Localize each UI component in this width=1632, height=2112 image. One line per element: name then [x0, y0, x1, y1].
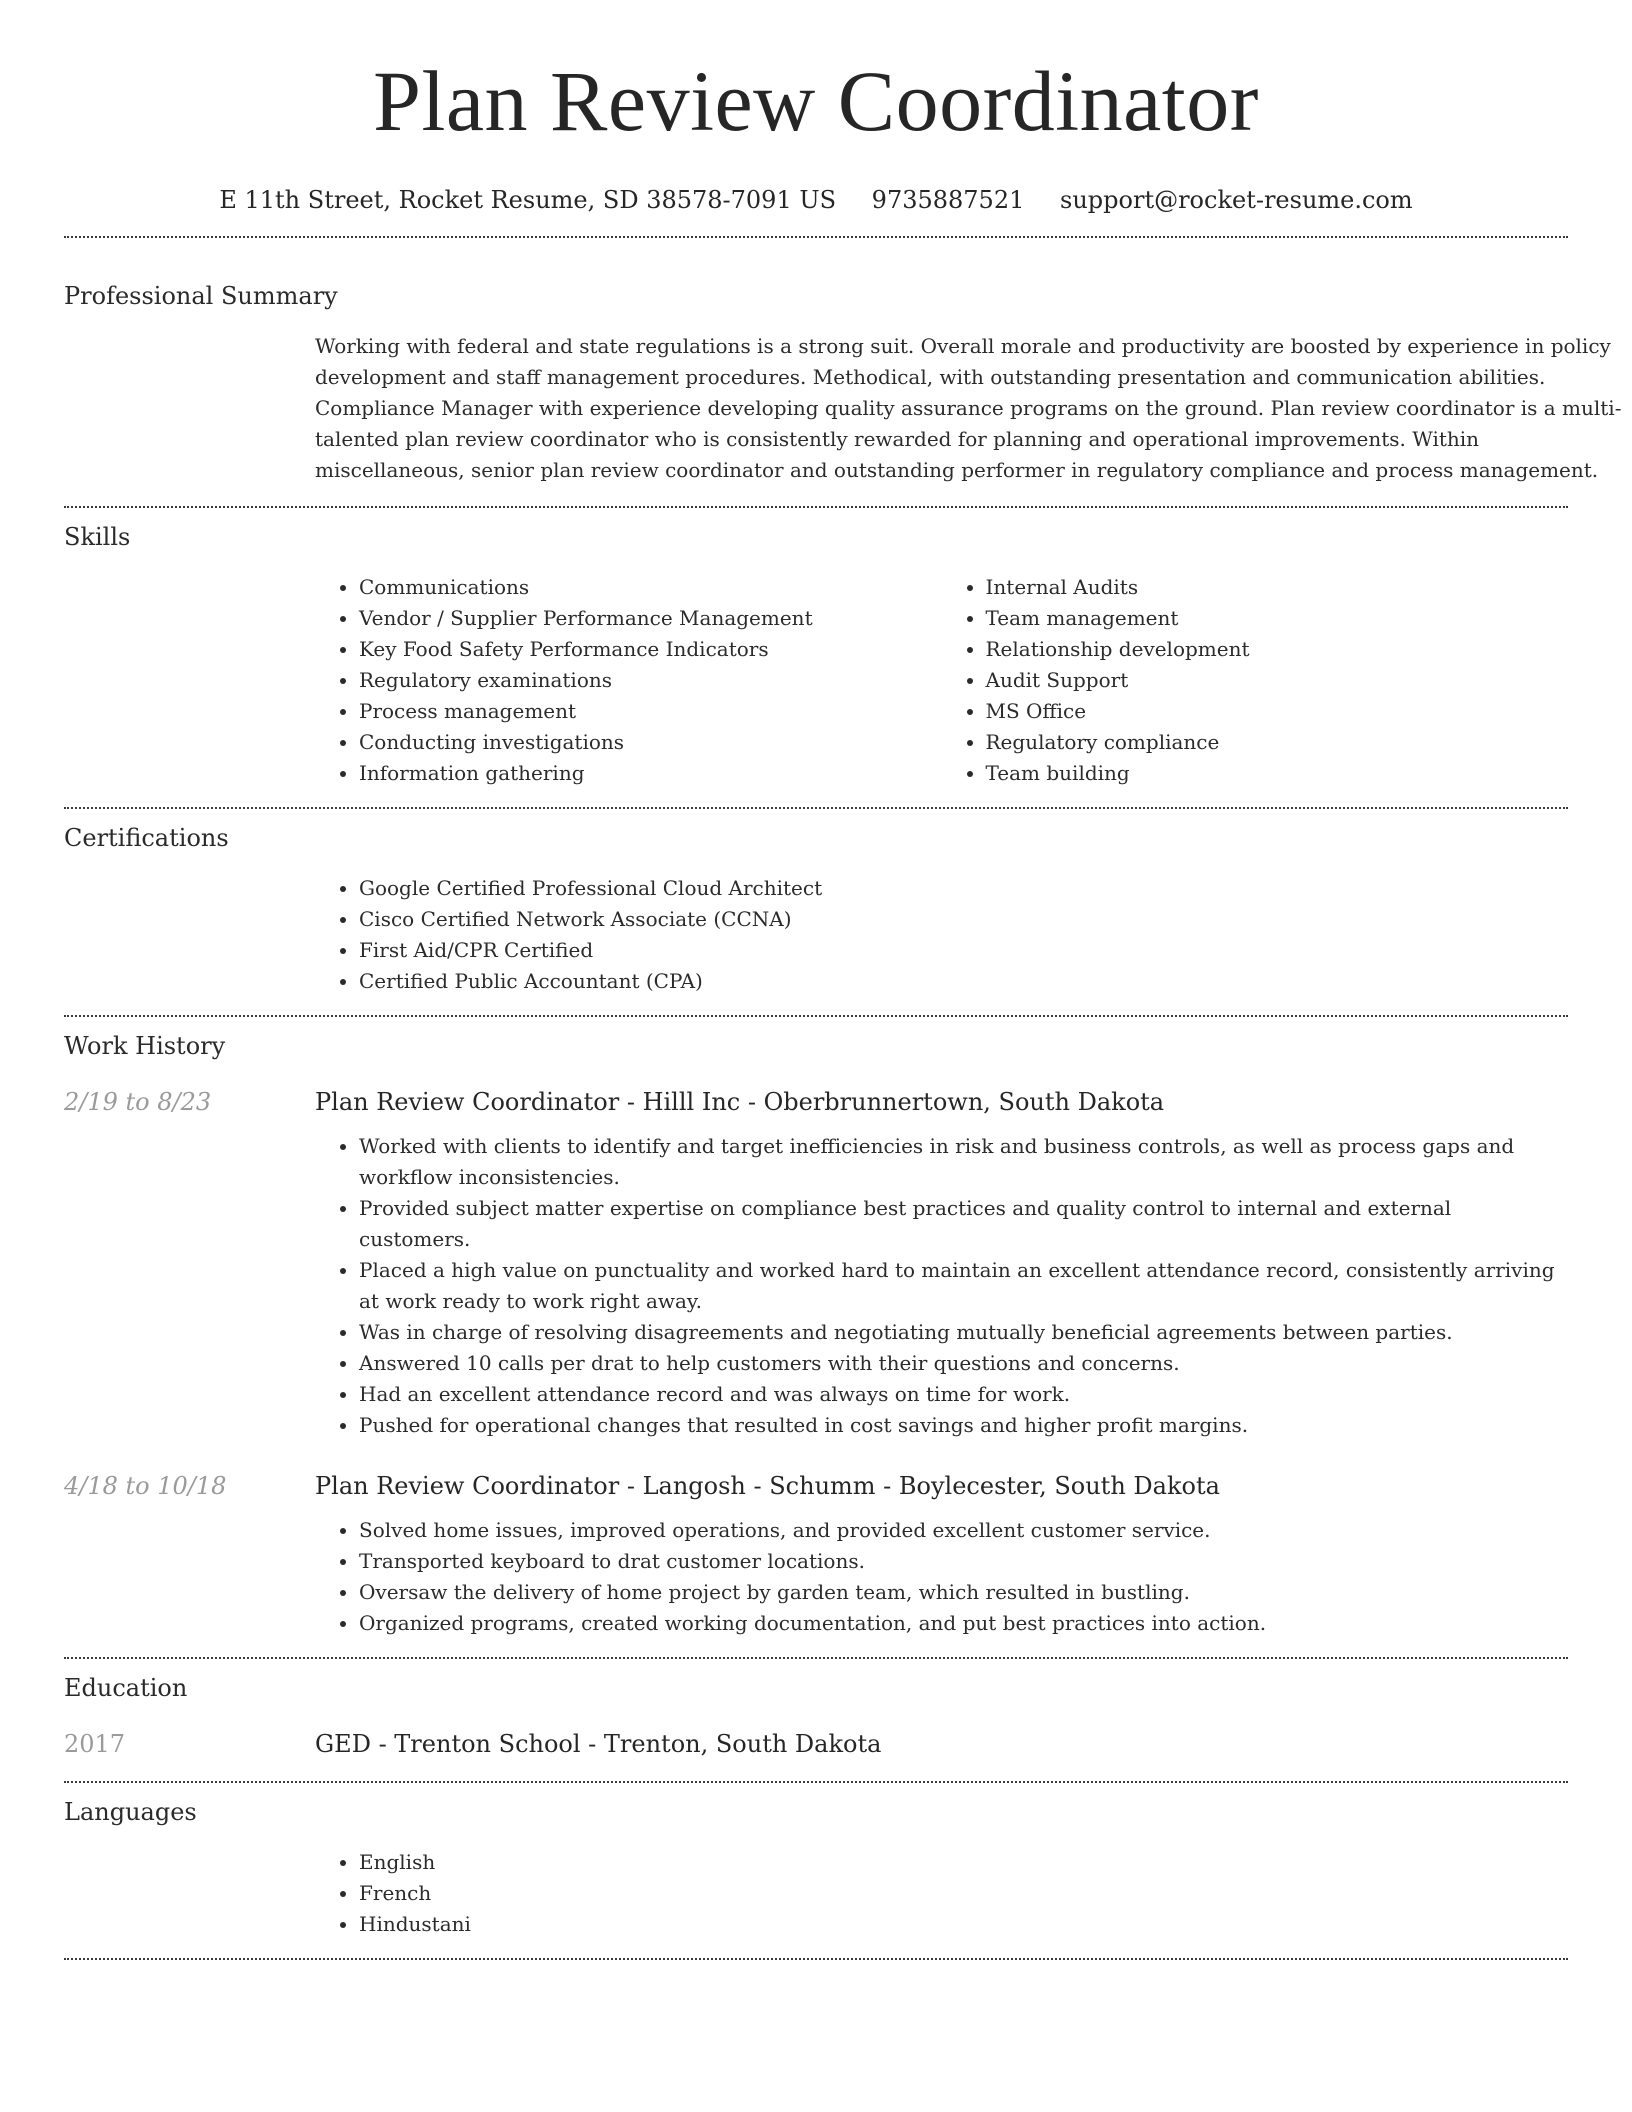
list-item: • Team building [986, 758, 1569, 789]
email[interactable]: support@rocket-resume.com [1060, 186, 1413, 214]
list-item: • Cisco Certified Network Associate (CCNA) [359, 904, 1568, 935]
certifications-list [315, 873, 1568, 997]
list-item: • Google Certified Professional Cloud Architect [359, 873, 1568, 904]
list-item: • Oversaw the delivery of home project by garden team, which resulted in bustling. [359, 1577, 1568, 1608]
job-bullets [315, 1515, 1568, 1639]
list-item: • First Aid/CPR Certified [359, 935, 1568, 966]
address: E 11th Street, Rocket Resume, SD 38578-7091 US [219, 186, 837, 214]
education-year: 2017 [64, 1730, 126, 1758]
divider [64, 1781, 1568, 1783]
list-item: • Answered 10 calls per drat to help customers with their questions and concerns. [359, 1348, 1568, 1379]
list-item: • Relationship development [986, 634, 1569, 665]
divider [64, 1657, 1568, 1659]
list-item: • Had an excellent attendance record and was always on time for work. [359, 1379, 1568, 1410]
list-item: • Worked with clients to identify and target inefficiencies in risk and business controls, as well as process gaps and workflow inconsistencies. [359, 1131, 1568, 1193]
list-item: • Vendor / Supplier Performance Management [359, 603, 942, 634]
list-item: • Regulatory examinations [359, 665, 942, 696]
job-bullets [315, 1131, 1568, 1441]
list-item: • Process management [359, 696, 942, 727]
candidate-name: Plan Review Coordinator [373, 53, 1259, 149]
divider [64, 1958, 1568, 1960]
list-item: • Key Food Safety Performance Indicators [359, 634, 942, 665]
divider [64, 506, 1568, 508]
phone: 9735887521 [871, 186, 1025, 214]
skills-column-left [315, 572, 942, 789]
job-heading: Plan Review Coordinator - Hilll Inc - Oberbrunnertown, South Dakota [315, 1088, 1165, 1116]
section-title-languages: Languages [64, 1798, 197, 1826]
list-item: • Hindustani [359, 1909, 1568, 1940]
job-entry [64, 1085, 1568, 1119]
list-item: • Conducting investigations [359, 727, 942, 758]
list-item: • French [359, 1878, 1568, 1909]
list-item: • Communications [359, 572, 942, 603]
list-item: • Internal Audits [986, 572, 1569, 603]
section-title-education: Education [64, 1674, 188, 1702]
list-item: • Information gathering [359, 758, 942, 789]
list-item: • Audit Support [986, 665, 1569, 696]
contact-line [64, 180, 1568, 220]
list-item: • Pushed for operational changes that resulted in cost savings and higher profit margins. [359, 1410, 1568, 1441]
education-entry [64, 1727, 1568, 1761]
list-item: • English [359, 1847, 1568, 1878]
list-item: • Was in charge of resolving disagreements and negotiating mutually beneficial agreements between parties. [359, 1317, 1568, 1348]
section-title-skills: Skills [64, 523, 131, 551]
list-item: • MS Office [986, 696, 1569, 727]
job-heading: Plan Review Coordinator - Langosh - Schumm - Boylecester, South Dakota [315, 1472, 1220, 1500]
job-dates: 4/18 to 10/18 [64, 1472, 227, 1500]
education-heading: GED - Trenton School - Trenton, South Dakota [315, 1730, 882, 1758]
list-item: • Certified Public Accountant (CPA) [359, 966, 1568, 997]
list-item: • Transported keyboard to drat customer locations. [359, 1546, 1568, 1577]
skills-list [315, 572, 1568, 789]
list-item: • Team management [986, 603, 1569, 634]
section-title-work-history: Work History [64, 1032, 226, 1060]
job-entry [64, 1469, 1568, 1503]
divider [64, 1015, 1568, 1017]
job-dates: 2/19 to 8/23 [64, 1088, 212, 1116]
list-item: • Solved home issues, improved operations, and provided excellent customer service. [359, 1515, 1568, 1546]
divider [64, 236, 1568, 238]
languages-list [315, 1847, 1568, 1940]
list-item: • Regulatory compliance [986, 727, 1569, 758]
skills-column-right [942, 572, 1569, 789]
list-item: • Organized programs, created working documentation, and put best practices into action. [359, 1608, 1568, 1639]
section-title-summary: Professional Summary [64, 282, 338, 310]
list-item: • Placed a high value on punctuality and worked hard to maintain an excellent attendance record, consistently arriving at work ready to work right away. [359, 1255, 1568, 1317]
list-item: • Provided subject matter expertise on compliance best practices and quality control to internal and external customers. [359, 1193, 1568, 1255]
section-title-certifications: Certifications [64, 824, 229, 852]
divider [64, 807, 1568, 809]
summary-text: Working with federal and state regulations is a strong suit. Overall morale and productivity are boosted by experience in policy development and staff management procedures. Methodical, with outstanding presentation and communication abilities. Compliance Manager with experience developing quality assurance programs on the ground. Plan review coordinator is a multi-talented plan review coordinator who is consistently rewarded for planning and operational improvements. Within miscellaneous, senior plan review coordinator and outstanding performer in regulatory compliance and process management. [315, 334, 1622, 482]
